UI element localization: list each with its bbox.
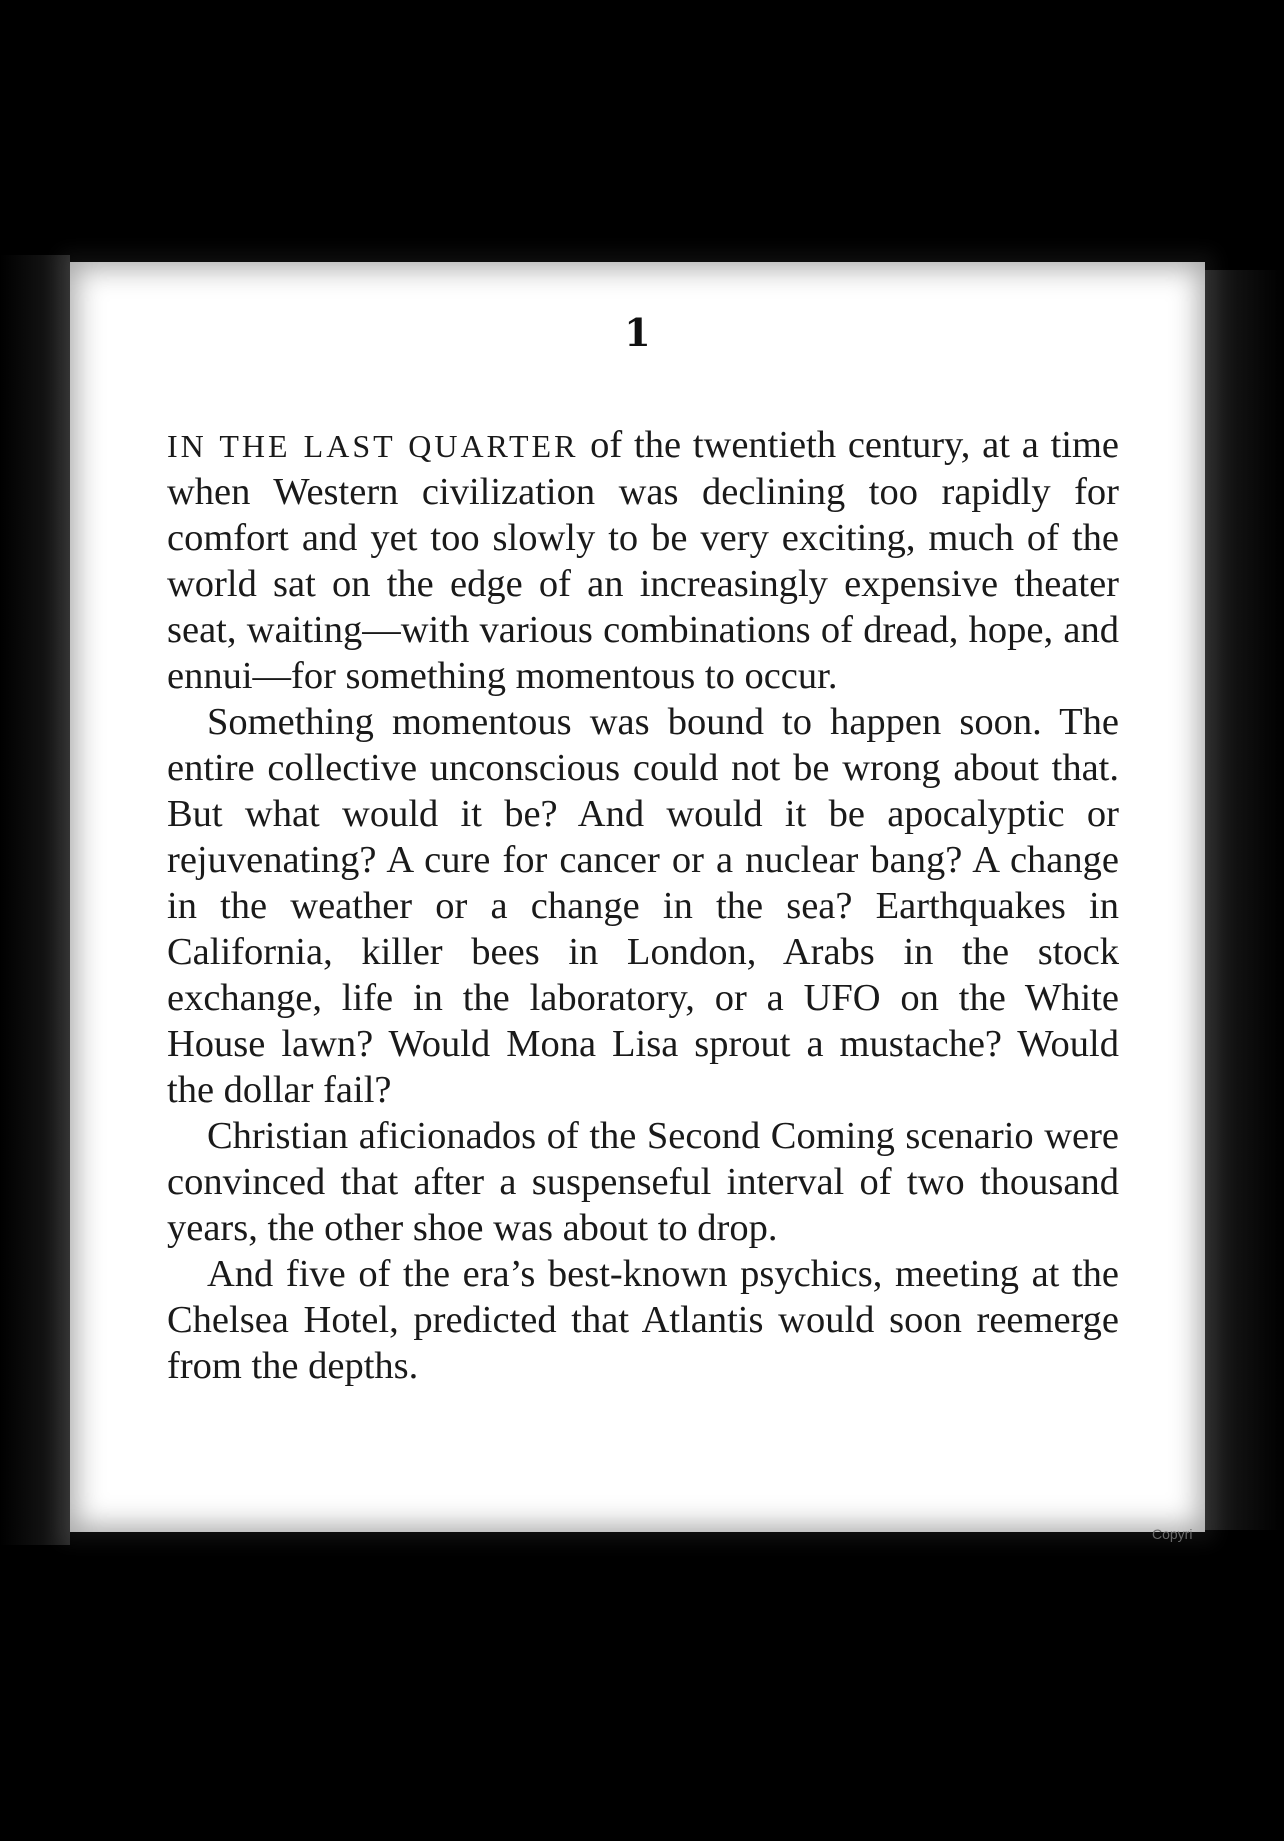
chapter-number: 1	[624, 310, 651, 355]
paragraph-1	[167, 422, 1119, 699]
copyright-watermark: Copyri	[1152, 1526, 1193, 1542]
body-text	[167, 422, 1119, 1389]
paragraph-4: And five of the era’s best-known psychics, meeting at the Chelsea Hotel, predicted that Atlantis would soon reemerge from the depths.	[167, 1253, 1119, 1387]
paragraph-2: Something momentous was bound to happen soon. The entire collective unconscious could not be wrong about that. But what would it be? And would it be apocalyptic or rejuvenating? A cure for cancer or a nuclear bang? A change in the weather or a change in the sea? Earthquakes in California, killer bees in London, Arabs in the stock exchange, life in the laboratory, or a UFO on the White House lawn? Would Mona Lisa sprout a mustache? Would the dollar fail?	[167, 701, 1119, 1111]
paragraph-3: Christian aficionados of the Second Coming scenario were convinced that after a suspenseful interval of two thousand years, the other shoe was about to drop.	[167, 1115, 1119, 1249]
book-page	[70, 262, 1205, 1532]
opening-smallcaps: IN THE LAST QUARTER	[167, 428, 579, 464]
scan-right-edge	[1205, 270, 1284, 1530]
scan-left-edge	[0, 255, 70, 1545]
paragraph-1-text: of the twentieth century, at a time when Western civilization was declining too rapidly for comfort and yet too slowly to be very exciting, much of the world sat on the edge of an increasingly expensive theater seat, waiting—with various combinations of dread, hope, and ennui—for something momentous to occur.	[167, 424, 1119, 697]
